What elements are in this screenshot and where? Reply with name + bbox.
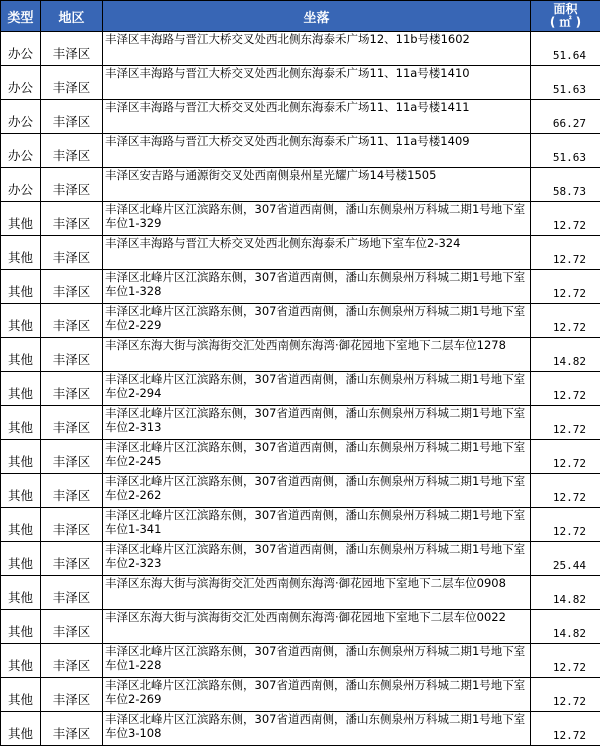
cell-location: 丰泽区丰海路与晋江大桥交叉处西北侧东海泰禾广场地下室车位2-324 [103,236,531,270]
cell-area: 12.72 [531,644,600,678]
cell-type: 其他 [1,372,41,406]
cell-type: 其他 [1,440,41,474]
cell-location: 丰泽区北峰片区江滨路东侧，307省道西南侧，潘山东侧泉州万科城二期1号地下室车位2-262 [103,474,531,508]
table-row [1,542,600,576]
table-row [1,134,600,168]
cell-location: 丰泽区丰海路与晋江大桥交叉处西北侧东海泰禾广场12、11b号楼1602 [103,32,531,66]
table-row [1,66,600,100]
cell-location: 丰泽区北峰片区江滨路东侧，307省道西南侧，潘山东侧泉州万科城二期1号地下室车位3-108 [103,712,531,746]
table-row [1,372,600,406]
cell-type: 其他 [1,644,41,678]
cell-location: 丰泽区安吉路与通源街交叉处西南侧泉州星光耀广场14号楼1505 [103,168,531,202]
table-header-row [1,1,600,32]
header-area-unit: ( ㎡ ) [531,16,600,29]
cell-type: 其他 [1,406,41,440]
cell-district: 丰泽区 [41,508,103,542]
cell-district: 丰泽区 [41,474,103,508]
cell-district: 丰泽区 [41,678,103,712]
cell-location: 丰泽区北峰片区江滨路东侧，307省道西南侧，潘山东侧泉州万科城二期1号地下室车位1-329 [103,202,531,236]
cell-district: 丰泽区 [41,270,103,304]
cell-type: 其他 [1,576,41,610]
cell-area: 14.82 [531,610,600,644]
cell-area: 66.27 [531,100,600,134]
cell-area: 51.63 [531,134,600,168]
cell-location: 丰泽区北峰片区江滨路东侧，307省道西南侧，潘山东侧泉州万科城二期1号地下室车位2-323 [103,542,531,576]
table-row [1,440,600,474]
cell-type: 其他 [1,712,41,746]
cell-area: 12.72 [531,304,600,338]
cell-district: 丰泽区 [41,644,103,678]
cell-area: 51.64 [531,32,600,66]
cell-area: 12.72 [531,678,600,712]
cell-area: 58.73 [531,168,600,202]
cell-district: 丰泽区 [41,66,103,100]
cell-location: 丰泽区北峰片区江滨路东侧，307省道西南侧，潘山东侧泉州万科城二期1号地下室车位1-341 [103,508,531,542]
header-area-label: 面积 [531,3,600,16]
cell-type: 其他 [1,236,41,270]
cell-area: 12.72 [531,270,600,304]
cell-district: 丰泽区 [41,610,103,644]
table-row [1,610,600,644]
cell-area: 25.44 [531,542,600,576]
table-row [1,270,600,304]
cell-location: 丰泽区北峰片区江滨路东侧，307省道西南侧，潘山东侧泉州万科城二期1号地下室车位2-245 [103,440,531,474]
cell-location: 丰泽区东海大街与滨海街交汇处西南侧东海湾·御花园地下室地下二层车位0022 [103,610,531,644]
cell-district: 丰泽区 [41,372,103,406]
cell-type: 其他 [1,202,41,236]
cell-location: 丰泽区北峰片区江滨路东侧，307省道西南侧，潘山东侧泉州万科城二期1号地下室车位2-313 [103,406,531,440]
table-row [1,644,600,678]
cell-district: 丰泽区 [41,576,103,610]
cell-area: 12.72 [531,508,600,542]
cell-type: 其他 [1,678,41,712]
cell-location: 丰泽区北峰片区江滨路东侧，307省道西南侧，潘山东侧泉州万科城二期1号地下室车位2-294 [103,372,531,406]
cell-district: 丰泽区 [41,406,103,440]
table-row [1,168,600,202]
cell-area: 12.72 [531,372,600,406]
table-row [1,236,600,270]
cell-district: 丰泽区 [41,202,103,236]
cell-type: 其他 [1,304,41,338]
cell-district: 丰泽区 [41,236,103,270]
table-row [1,678,600,712]
cell-location: 丰泽区丰海路与晋江大桥交叉处西北侧东海泰禾广场11、11a号楼1409 [103,134,531,168]
cell-area: 12.72 [531,440,600,474]
table-row [1,474,600,508]
cell-area: 12.72 [531,202,600,236]
cell-type: 办公 [1,66,41,100]
table-row [1,712,600,746]
cell-type: 办公 [1,100,41,134]
cell-district: 丰泽区 [41,100,103,134]
cell-location: 丰泽区北峰片区江滨路东侧，307省道西南侧，潘山东侧泉州万科城二期1号地下室车位2-229 [103,304,531,338]
table-row [1,32,600,66]
cell-location: 丰泽区北峰片区江滨路东侧，307省道西南侧，潘山东侧泉州万科城二期1号地下室车位2-269 [103,678,531,712]
header-district: 地区 [41,1,103,32]
table-row [1,576,600,610]
table-row [1,508,600,542]
cell-location: 丰泽区东海大街与滨海街交汇处西南侧东海湾·御花园地下室地下二层车位0908 [103,576,531,610]
cell-type: 其他 [1,474,41,508]
cell-type: 其他 [1,610,41,644]
table-row [1,406,600,440]
table-body [1,32,600,746]
cell-location: 丰泽区北峰片区江滨路东侧，307省道西南侧，潘山东侧泉州万科城二期1号地下室车位1-228 [103,644,531,678]
cell-area: 12.72 [531,474,600,508]
cell-district: 丰泽区 [41,304,103,338]
cell-type: 办公 [1,134,41,168]
cell-location: 丰泽区北峰片区江滨路东侧，307省道西南侧，潘山东侧泉州万科城二期1号地下室车位1-328 [103,270,531,304]
cell-district: 丰泽区 [41,542,103,576]
table-row [1,304,600,338]
cell-type: 其他 [1,508,41,542]
cell-type: 其他 [1,338,41,372]
header-location: 坐落 [103,1,531,32]
cell-district: 丰泽区 [41,32,103,66]
cell-area: 12.72 [531,406,600,440]
cell-area: 14.82 [531,338,600,372]
cell-location: 丰泽区东海大街与滨海街交汇处西南侧东海湾·御花园地下室地下二层车位1278 [103,338,531,372]
table-row [1,100,600,134]
cell-district: 丰泽区 [41,338,103,372]
cell-type: 办公 [1,168,41,202]
cell-area: 12.72 [531,712,600,746]
header-area [531,1,600,32]
header-type: 类型 [1,1,41,32]
cell-district: 丰泽区 [41,440,103,474]
cell-location: 丰泽区丰海路与晋江大桥交叉处西北侧东海泰禾广场11、11a号楼1411 [103,100,531,134]
cell-area: 12.72 [531,236,600,270]
table-row [1,338,600,372]
table-row [1,202,600,236]
cell-district: 丰泽区 [41,168,103,202]
cell-type: 其他 [1,270,41,304]
cell-area: 51.63 [531,66,600,100]
cell-district: 丰泽区 [41,712,103,746]
cell-location: 丰泽区丰海路与晋江大桥交叉处西北侧东海泰禾广场11、11a号楼1410 [103,66,531,100]
cell-district: 丰泽区 [41,134,103,168]
cell-type: 办公 [1,32,41,66]
cell-area: 14.82 [531,576,600,610]
cell-type: 其他 [1,542,41,576]
